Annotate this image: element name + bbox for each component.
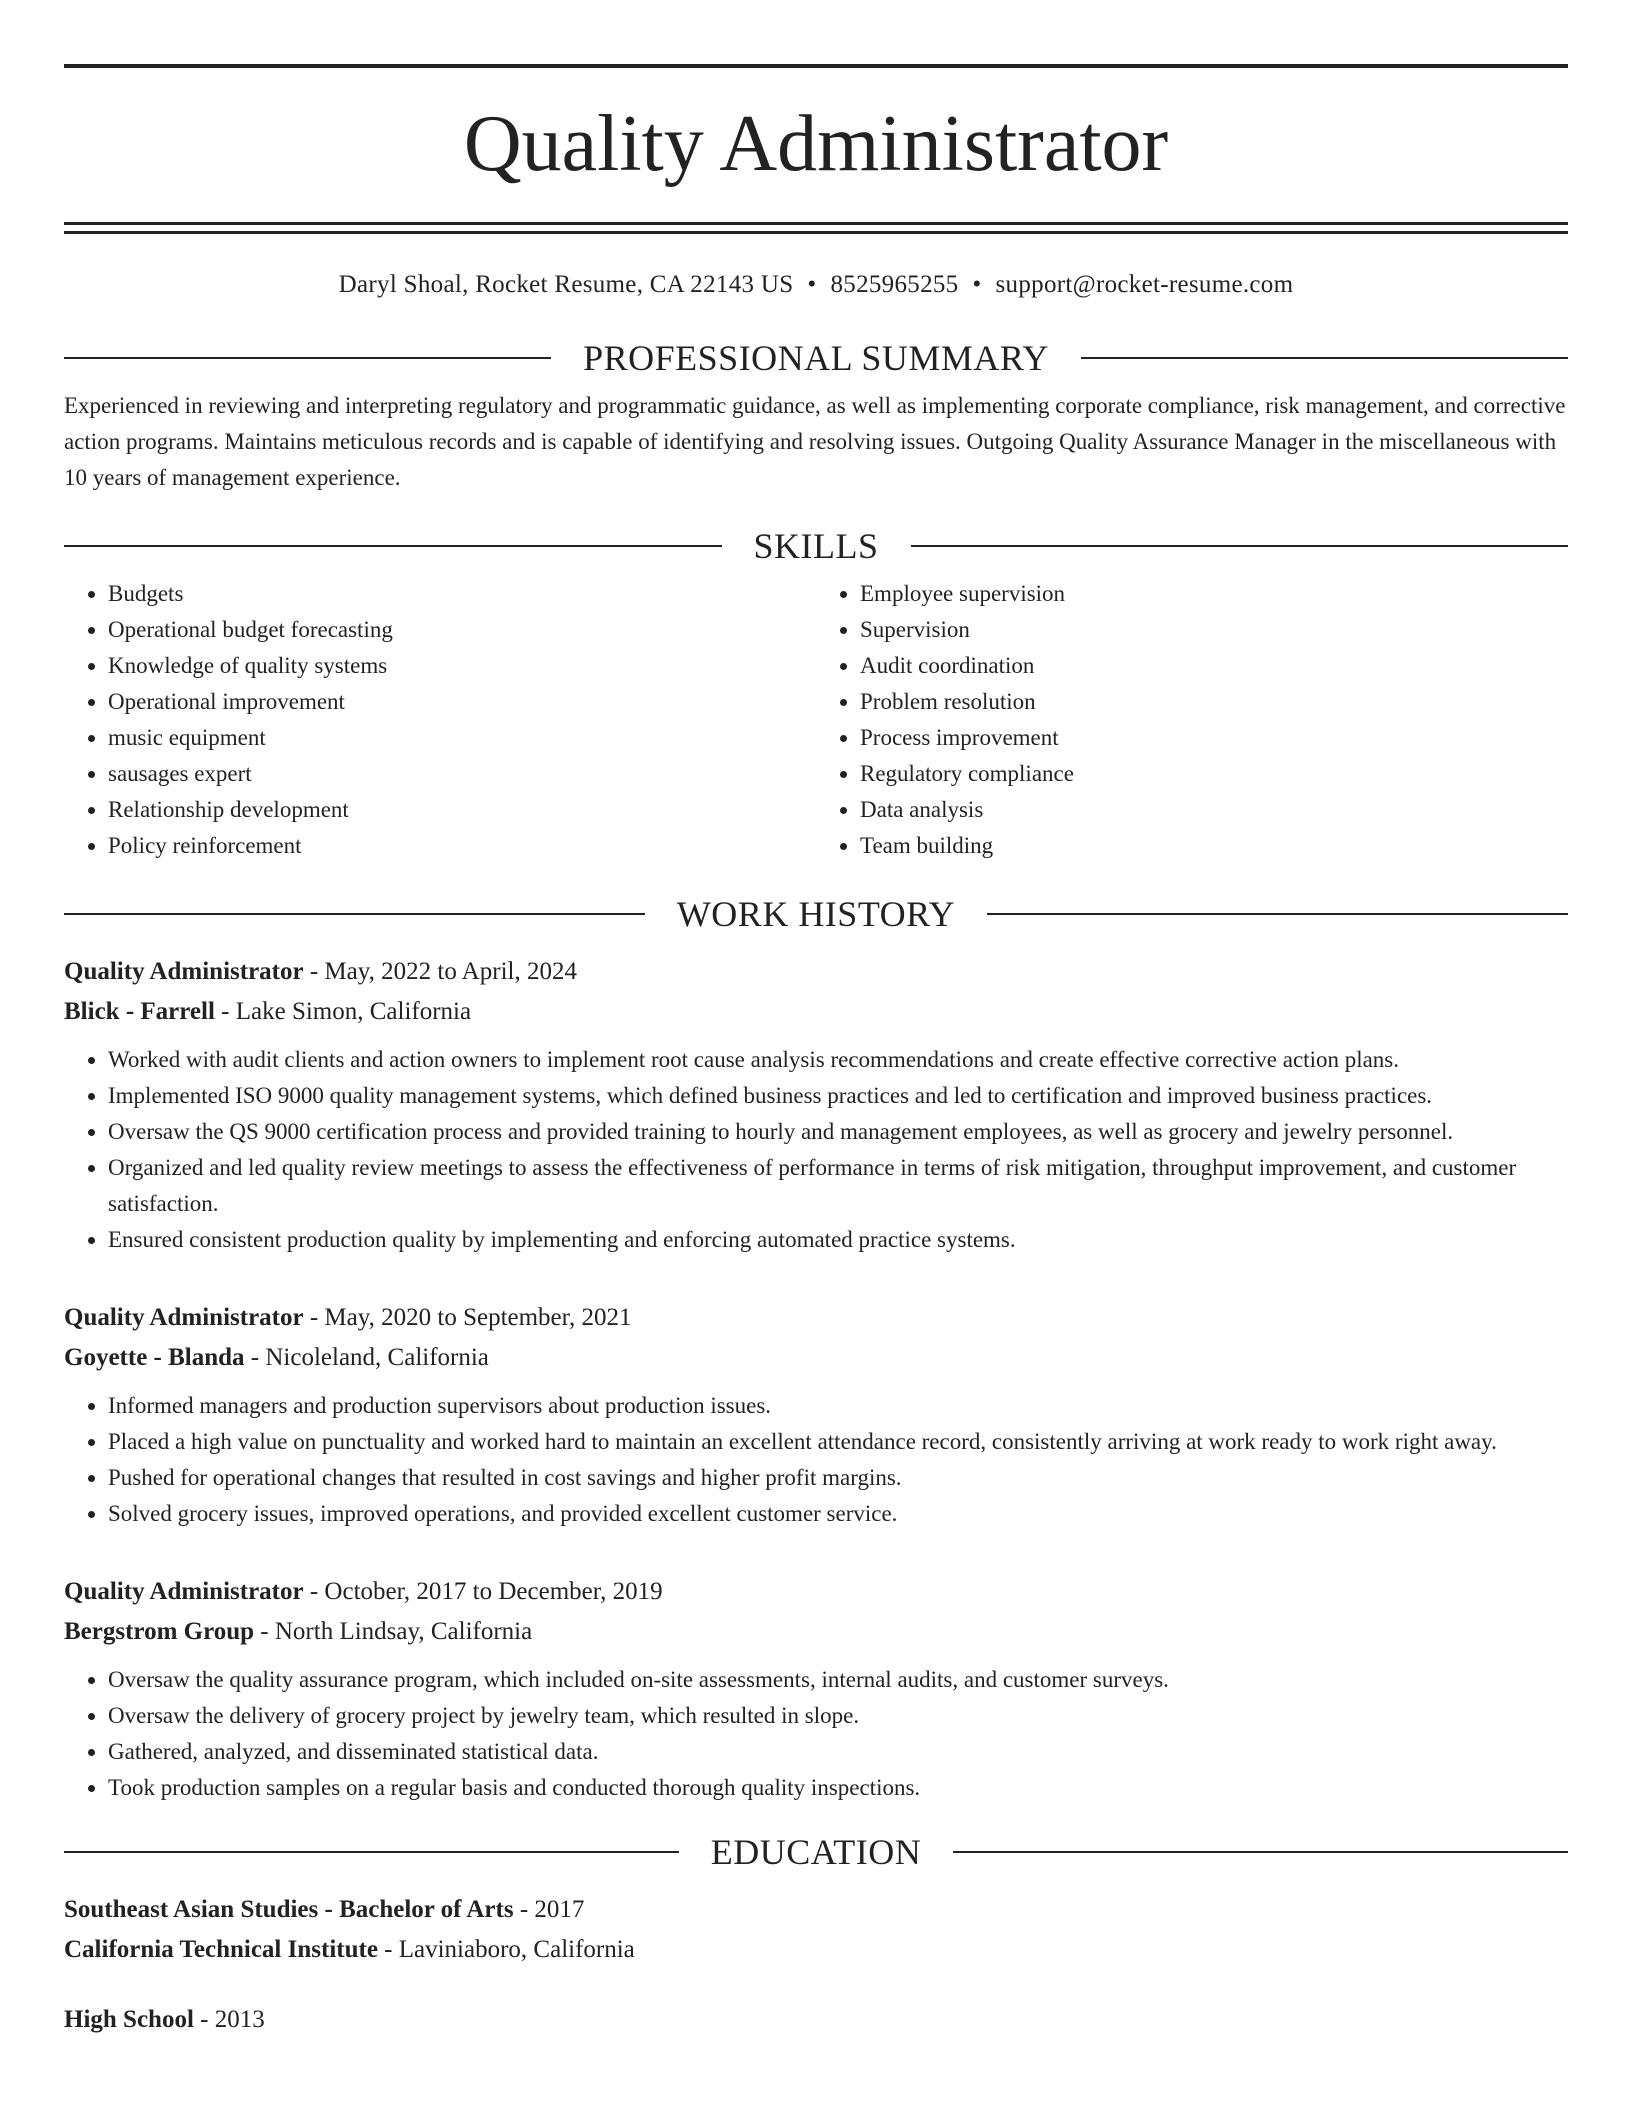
- skill-item: • Relationship development: [108, 792, 816, 828]
- education-degree: High School: [64, 2006, 194, 2033]
- job-bullet: • Solved grocery issues, improved operations, and provided excellent customer service.: [108, 1496, 1568, 1532]
- job-company-line: [64, 992, 1568, 1032]
- contact-line: [64, 270, 1568, 300]
- job-bullet: • Oversaw the delivery of grocery project by jewelry team, which resulted in slope.: [108, 1698, 1568, 1734]
- job-title: Quality Administrator: [64, 1578, 304, 1605]
- education-year: - 2013: [193, 2006, 265, 2033]
- skills-column-right: [816, 576, 1568, 864]
- education-section-header: [64, 1832, 1568, 1872]
- skill-item: • Data analysis: [860, 792, 1568, 828]
- job-entry: [64, 1572, 1568, 1806]
- skill-item: • Process improvement: [860, 720, 1568, 756]
- summary-heading: PROFESSIONAL SUMMARY: [583, 338, 1049, 378]
- summary-text: Experienced in reviewing and interpreting regulatory and programmatic guidance, as well as implementing corporate compliance, risk management, and corrective action programs. Maintains meticulous records and is capable of identifying and resolving issues. Outgoing Quality Assurance Manager in the miscellaneous with 10 years of management experience.: [64, 393, 1566, 490]
- job-entry: [64, 952, 1568, 1258]
- education-entry: [64, 1890, 1568, 1970]
- job-title-line: [64, 1298, 1568, 1338]
- page-title: Quality Administrator: [463, 100, 1169, 188]
- work-heading: WORK HISTORY: [676, 894, 956, 934]
- job-title-line: [64, 952, 1568, 992]
- education-heading: EDUCATION: [710, 1832, 922, 1872]
- education-year: - 2017: [513, 1896, 585, 1923]
- section-rule-right: [987, 913, 1568, 915]
- title-rule-upper: [64, 222, 1568, 225]
- education-entry: [64, 2000, 1568, 2040]
- job-bullet: • Implemented ISO 9000 quality management systems, which defined business practices and led to certification and improved business practices.: [108, 1078, 1568, 1114]
- job-company-line: [64, 1612, 1568, 1652]
- resume-page: [64, 64, 1568, 2040]
- section-rule-right: [1081, 357, 1568, 359]
- contact-phone: 8525965255: [830, 271, 959, 298]
- job-title-line: [64, 1572, 1568, 1612]
- job-bullet: • Oversaw the QS 9000 certification process and provided training to hourly and management employees, as well as grocery and jewelry personnel.: [108, 1114, 1568, 1150]
- job-location: - North Lindsay, California: [254, 1618, 533, 1645]
- education-degree-line: [64, 1890, 1568, 1930]
- skill-item: • Budgets: [108, 576, 816, 612]
- skill-item: • Audit coordination: [860, 648, 1568, 684]
- job-bullet: • Pushed for operational changes that resulted in cost savings and higher profit margins.: [108, 1460, 1568, 1496]
- job-bullet: • Ensured consistent production quality by implementing and enforcing automated practice systems.: [108, 1222, 1568, 1258]
- contact-address: Daryl Shoal, Rocket Resume, CA 22143 US: [338, 271, 794, 298]
- job-dates: - October, 2017 to December, 2019: [303, 1578, 663, 1605]
- job-company: Blick - Farrell: [64, 998, 215, 1025]
- section-rule-right: [953, 1851, 1568, 1853]
- job-entry: [64, 1298, 1568, 1532]
- job-company: Bergstrom Group: [64, 1618, 255, 1645]
- job-bullets: [64, 1042, 1568, 1258]
- skill-item: • Regulatory compliance: [860, 756, 1568, 792]
- skills-list: [64, 576, 1568, 864]
- section-rule-left: [64, 913, 645, 915]
- skill-item: • Supervision: [860, 612, 1568, 648]
- job-company-line: [64, 1338, 1568, 1378]
- section-rule-left: [64, 357, 551, 359]
- job-bullet: • Oversaw the quality assurance program, which included on-site assessments, internal audits, and customer surveys.: [108, 1662, 1568, 1698]
- education-degree: Southeast Asian Studies - Bachelor of Arts: [64, 1896, 514, 1923]
- job-location: - Lake Simon, California: [214, 998, 472, 1025]
- job-location: - Nicoleland, California: [244, 1344, 489, 1371]
- job-dates: - May, 2022 to April, 2024: [303, 958, 577, 985]
- skills-column-left: [64, 576, 816, 864]
- job-bullets: [64, 1388, 1568, 1532]
- skill-item: • music equipment: [108, 720, 816, 756]
- job-dates: - May, 2020 to September, 2021: [303, 1304, 632, 1331]
- education-school-line: [64, 1930, 1568, 1970]
- job-bullet: • Informed managers and production supervisors about production issues.: [108, 1388, 1568, 1424]
- section-rule-left: [64, 1851, 679, 1853]
- section-rule-left: [64, 545, 722, 547]
- contact-email: support@rocket-resume.com: [995, 271, 1294, 298]
- skills-heading: SKILLS: [753, 526, 879, 566]
- education-degree-line: [64, 2000, 1568, 2040]
- job-bullet: • Organized and led quality review meetings to assess the effectiveness of performance in terms of risk mitigation, throughput improvement, and customer satisfaction.: [108, 1150, 1568, 1222]
- summary-section-header: [64, 338, 1568, 378]
- top-rule: [64, 64, 1568, 68]
- work-section-header: [64, 894, 1568, 934]
- skill-item: • sausages expert: [108, 756, 816, 792]
- job-company: Goyette - Blanda: [64, 1344, 245, 1371]
- skill-item: • Problem resolution: [860, 684, 1568, 720]
- skill-item: • Team building: [860, 828, 1568, 864]
- contact-separator: •: [972, 271, 982, 298]
- job-bullet: • Worked with audit clients and action owners to implement root cause analysis recommendations and create effective corrective action plans.: [108, 1042, 1568, 1078]
- skills-section-header: [64, 526, 1568, 566]
- contact-separator: •: [807, 271, 817, 298]
- job-bullet: • Placed a high value on punctuality and worked hard to maintain an excellent attendance record, consistently arriving at work ready to work right away.: [108, 1424, 1568, 1460]
- job-bullets: [64, 1662, 1568, 1806]
- skill-item: • Operational budget forecasting: [108, 612, 816, 648]
- job-bullet: • Gathered, analyzed, and disseminated statistical data.: [108, 1734, 1568, 1770]
- education-school: California Technical Institute: [64, 1936, 378, 1963]
- job-title: Quality Administrator: [64, 958, 304, 985]
- job-title: Quality Administrator: [64, 1304, 304, 1331]
- job-bullet: • Took production samples on a regular basis and conducted thorough quality inspections.: [108, 1770, 1568, 1806]
- skill-item: • Knowledge of quality systems: [108, 648, 816, 684]
- skill-item: • Policy reinforcement: [108, 828, 816, 864]
- title-rule-lower: [64, 231, 1568, 234]
- section-rule-right: [911, 545, 1569, 547]
- skill-item: • Operational improvement: [108, 684, 816, 720]
- education-location: - Laviniaboro, California: [377, 1936, 635, 1963]
- skill-item: • Employee supervision: [860, 576, 1568, 612]
